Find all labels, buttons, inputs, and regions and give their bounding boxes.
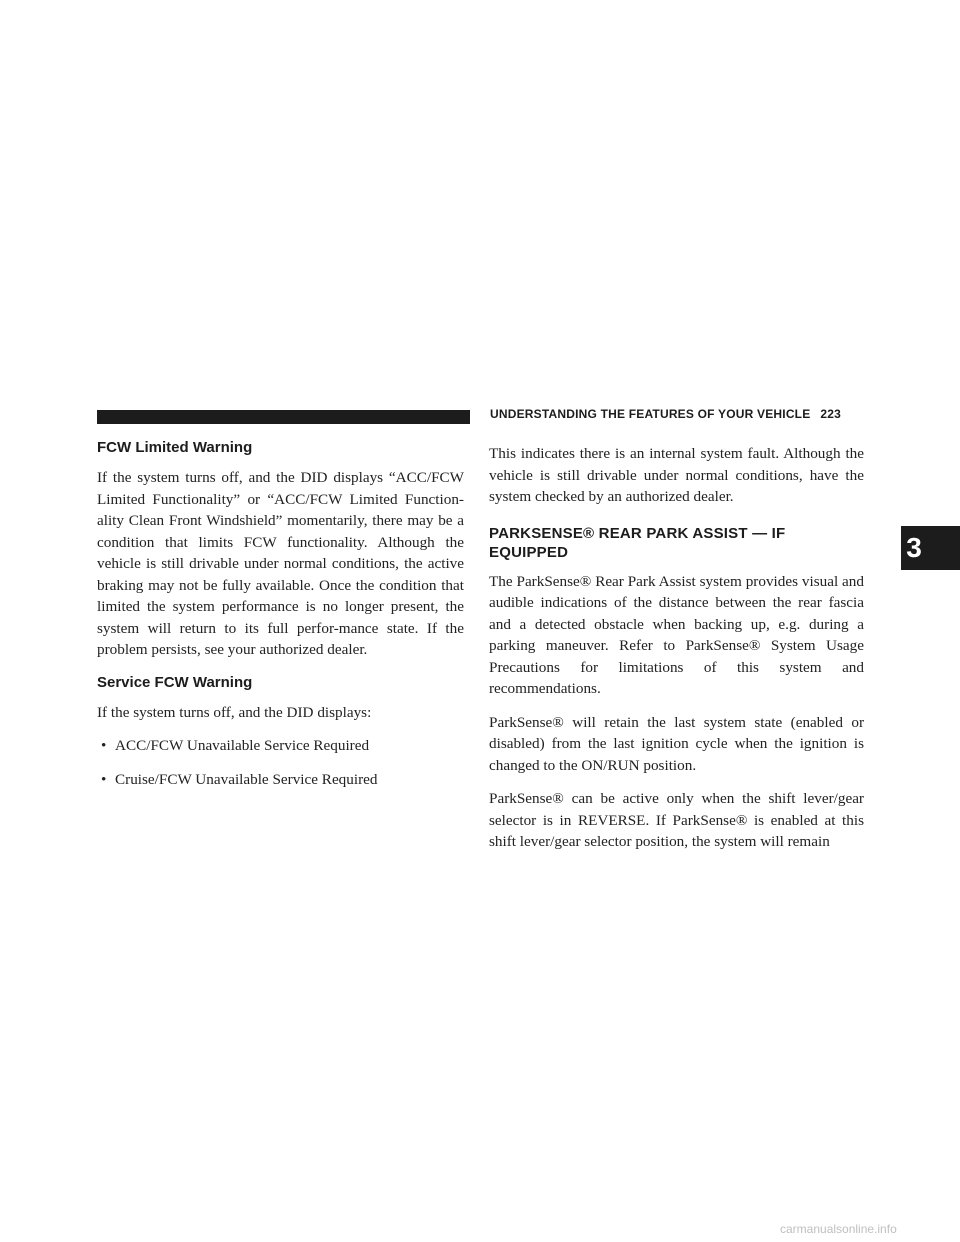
left-column — [97, 438, 464, 802]
list-item: • Cruise/FCW Unavailable Service Required — [97, 769, 464, 791]
bullet-icon: • — [101, 737, 107, 754]
page-number: 223 — [820, 407, 842, 421]
header-title: UNDERSTANDING THE FEATURES OF YOUR VEHICLE — [490, 407, 811, 421]
header-rule — [97, 410, 470, 424]
chapter-tab — [901, 526, 960, 570]
parksense-paragraph-2: ParkSense® will retain the last system state (enabled or disabled) from the last ignition cycle when the ignition is changed to the ON/RUN position. — [489, 713, 864, 774]
fcw-limited-heading: FCW Limited Warning — [97, 439, 253, 456]
parksense-paragraph-3: ParkSense® can be active only when the shift lever/gear selector is in REVERSE. If ParkSense® is enabled at this shift lever/gear selector position, the system will remain — [489, 790, 864, 850]
parksense-paragraph-1: The ParkSense® Rear Park Assist system provides visual and audible indications of the distance between the rear fascia and a detected obstacle when backing up, e.g. during a parking maneuver. Refer to ParkSense® System Usage Precautions for limitations of this system and recommendations. — [489, 572, 864, 697]
internal-fault-paragraph: This indicates there is an internal system fault. Although the vehicle is still drivable under normal conditions, have the system checked by an authorized dealer. — [489, 445, 864, 505]
running-header — [490, 407, 841, 421]
watermark: carmanualsonline.info — [780, 1222, 897, 1236]
service-fcw-list — [97, 735, 464, 790]
service-fcw-paragraph: If the system turns off, and the DID displays: — [97, 703, 372, 721]
parksense-heading: PARKSENSE® REAR PARK ASSIST — IF EQUIPPED — [489, 524, 786, 561]
fcw-limited-paragraph: If the system turns off, and the DID displays “ACC/FCW Limited Functionality” or “ACC/FCW Limited Function-ality Clean Front Windshield” momentarily, there may be a condition that limits FCW functionality. Although the vehicle is still drivable under normal conditions, the active braking may not be fully available. Once the condition that limited the system performance is no longer present, the system will return to its full perfor-mance state. If the problem persists, see your authorized dealer. — [97, 469, 464, 658]
chapter-number: 3 — [906, 532, 922, 563]
right-column — [489, 443, 864, 865]
service-fcw-heading: Service FCW Warning — [97, 673, 253, 691]
list-item: • ACC/FCW Unavailable Service Required — [97, 735, 464, 757]
bullet-icon: • — [101, 770, 107, 788]
